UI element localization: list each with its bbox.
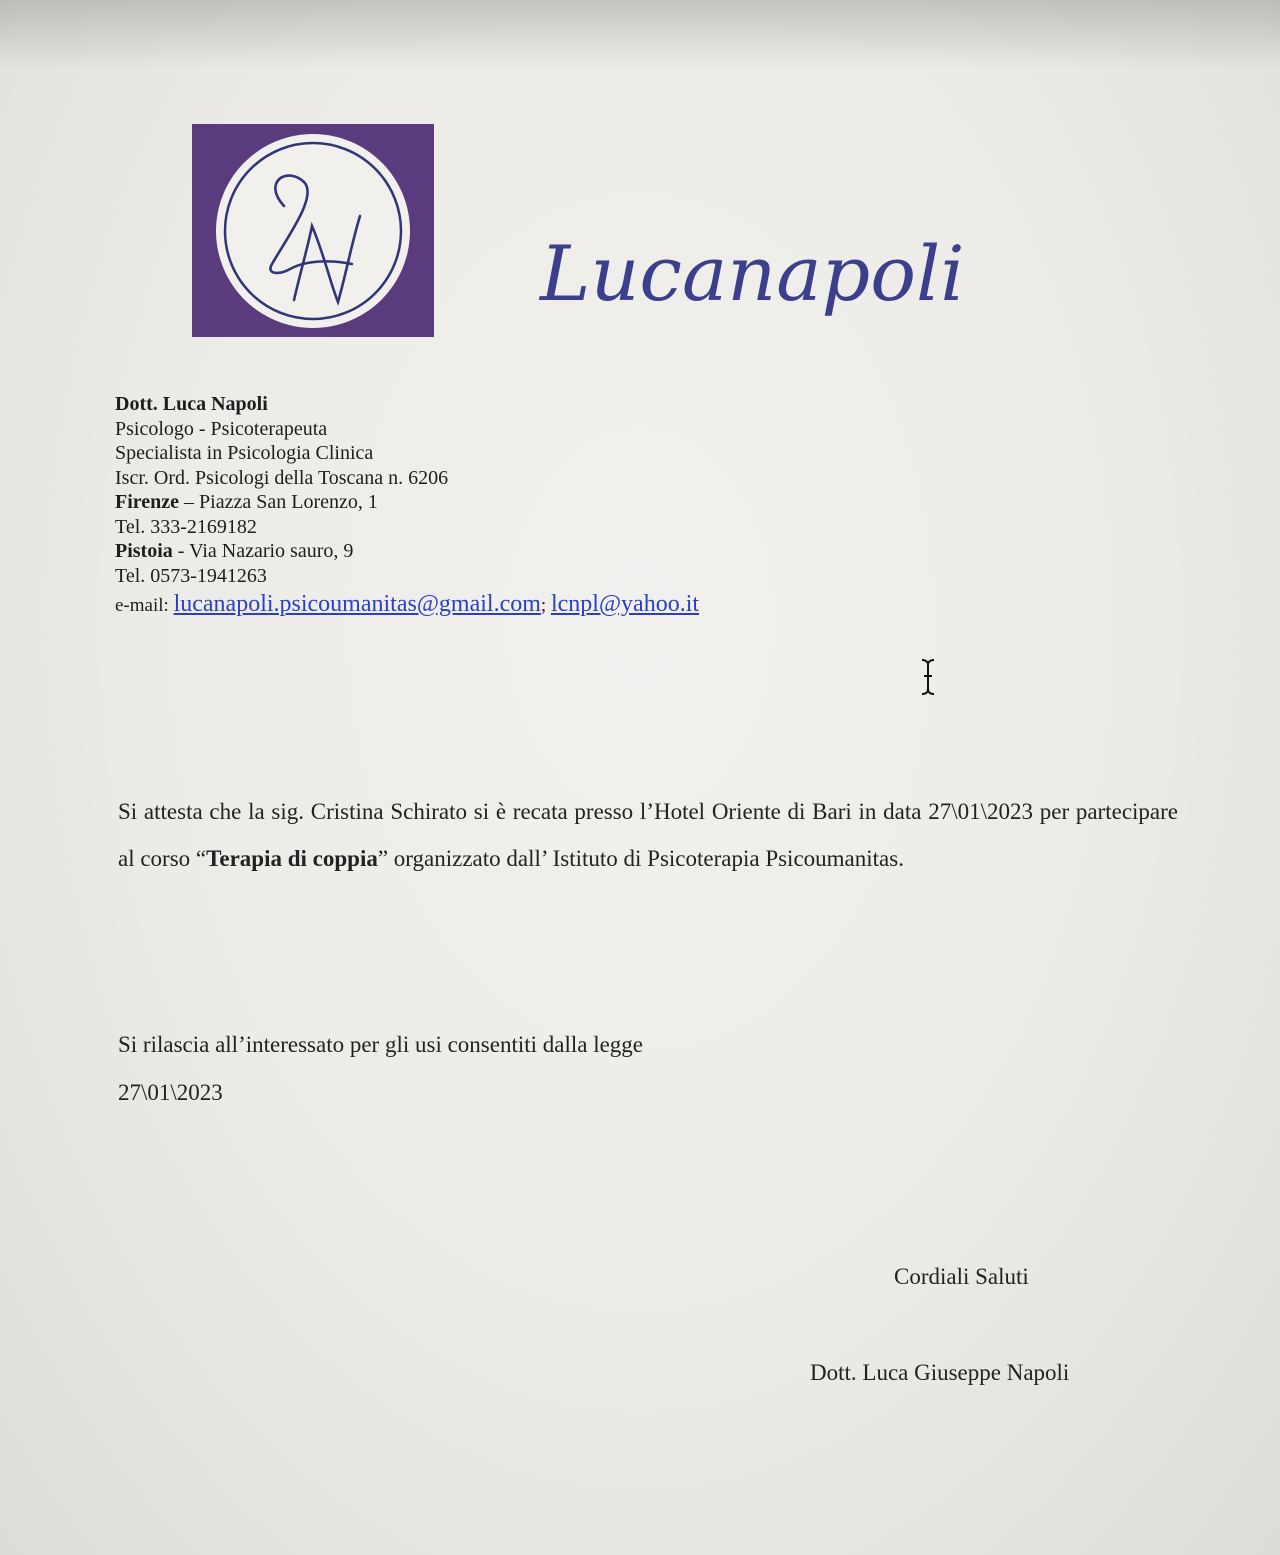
release-statement: Si rilascia all’interessato per gli usi consentiti dalla legge	[118, 1032, 644, 1057]
attestation-text-part2: ” organizzato dall’ Istituto di Psicoterapia Psicoumanitas.	[377, 846, 904, 871]
office-firenze-phone: Tel. 333-2169182	[115, 515, 257, 538]
logo-monogram-graphic	[192, 124, 434, 337]
logo	[192, 124, 434, 337]
text-cursor-icon	[918, 657, 938, 697]
screen-glare	[0, 0, 1280, 70]
course-name: Terapia di coppia	[206, 846, 378, 871]
attestation-paragraph	[118, 788, 1178, 882]
office-firenze	[115, 490, 699, 515]
email-line	[115, 592, 699, 619]
office-pistoia-city: Pistoia	[115, 540, 173, 562]
brand-name: Lucanapoli	[540, 229, 965, 318]
doctor-title: Psicologo - Psicoterapeuta	[115, 417, 328, 440]
release-date: 27\01\2023	[118, 1080, 223, 1105]
office-firenze-city: Firenze	[115, 491, 180, 513]
attestation-text-part1: Si attesta che la sig. Cristina Schirato si è recata presso l’Hotel Oriente di Bari in data 27\01\2023 per partecipare al corso “	[118, 799, 1178, 871]
doctor-name: Dott. Luca Napoli	[115, 393, 268, 415]
office-pistoia-phone: Tel. 0573-1941263	[115, 564, 267, 587]
brand-wordmark	[530, 205, 980, 345]
email-link-gmail[interactable]: lucanapoli.psicoumanitas@gmail.com	[173, 591, 541, 617]
contact-block	[115, 392, 699, 619]
email-label: e-mail:	[115, 595, 174, 616]
doctor-specialization: Specialista in Psicologia Clinica	[115, 442, 374, 464]
closing-salutation: Cordiali Saluti	[894, 1264, 1029, 1289]
office-firenze-address: – Piazza San Lorenzo, 1	[179, 491, 378, 513]
email-separator: ;	[540, 595, 551, 616]
office-pistoia	[115, 539, 699, 564]
registration-number: Iscr. Ord. Psicologi della Toscana n. 6206	[115, 466, 449, 489]
email-link-yahoo[interactable]: lcnpl@yahoo.it	[550, 591, 700, 617]
office-pistoia-address: - Via Nazario sauro, 9	[172, 540, 354, 562]
signer-name: Dott. Luca Giuseppe Napoli	[810, 1360, 1070, 1385]
